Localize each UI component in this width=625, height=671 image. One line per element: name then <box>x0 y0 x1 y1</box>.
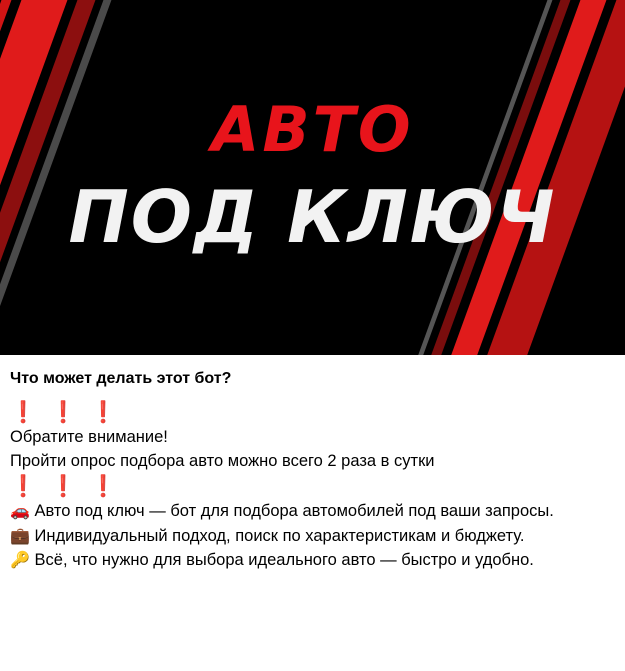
feature-line-2 <box>10 525 617 547</box>
briefcase-icon: 💼 <box>10 525 30 545</box>
car-icon: 🚗 <box>10 501 30 521</box>
attention-text: Обратите внимание! <box>10 427 168 446</box>
warning-marks-top: ❗ ❗ ❗ <box>10 400 121 424</box>
page-title: Что может делать этот бот? <box>10 370 232 387</box>
limit-note-text: Пройти опрос подбора авто можно всего 2 раза в сутки <box>10 452 435 471</box>
warning-marks-bottom: ❗ ❗ ❗ <box>10 475 121 499</box>
bot-description <box>0 355 625 571</box>
feature-text-1: Авто под ключ — бот для подбора автомобилей под ваши запросы. <box>34 502 554 521</box>
banner-title-line-2: ПОД КЛЮЧ <box>68 174 557 259</box>
feature-text-2: Индивидуальный подход, поиск по характеристикам и бюджету. <box>34 526 525 545</box>
feature-text-3: Всё, что нужно для выбора идеального авто — быстро и удобно. <box>34 550 534 569</box>
key-icon: 🔑 <box>10 549 30 569</box>
feature-line-1 <box>10 500 617 522</box>
banner-title-line-1: АВТО <box>211 92 414 166</box>
feature-line-3 <box>10 549 617 571</box>
